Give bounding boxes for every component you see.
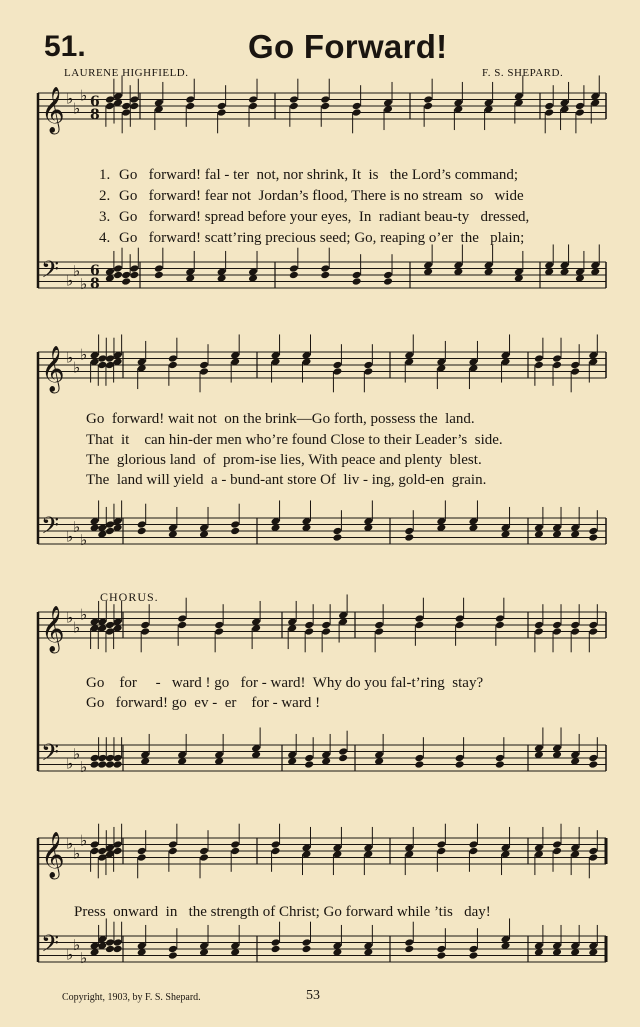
note-head — [90, 754, 100, 763]
note-head — [404, 945, 414, 954]
note-head — [168, 840, 178, 849]
note-head — [230, 527, 240, 536]
note-head — [338, 754, 348, 763]
flat-icon: ♭ — [73, 935, 81, 954]
note-head — [575, 102, 585, 111]
flat-icon: ♭ — [80, 605, 88, 624]
verse-text: Go forward! fal - ter not, nor shrink, It is the Lord’s command; — [119, 167, 519, 183]
note-head — [248, 102, 258, 111]
note-head — [414, 621, 424, 630]
treble-clef-icon: 𝄞 — [41, 345, 65, 392]
note-head — [534, 354, 544, 363]
note-head — [352, 102, 362, 111]
note-head — [588, 527, 598, 536]
note-head — [436, 951, 446, 960]
note-head — [552, 627, 562, 636]
note-head — [214, 621, 224, 630]
note-head — [436, 840, 446, 849]
note-head — [455, 621, 465, 630]
note-head — [129, 264, 139, 273]
note-head — [121, 277, 131, 286]
note-head — [271, 840, 281, 849]
note-head — [140, 621, 150, 630]
note-head — [90, 847, 100, 856]
verse-number: 2. — [99, 188, 111, 204]
note-head — [129, 102, 139, 111]
note-head — [352, 271, 362, 280]
note-head — [289, 271, 299, 280]
note-head — [137, 847, 147, 856]
note-head — [271, 847, 281, 856]
note-head — [199, 853, 209, 862]
note-head — [588, 754, 598, 763]
note-head — [534, 361, 544, 370]
note-head — [436, 945, 446, 954]
note-head — [113, 847, 123, 856]
note-head — [570, 361, 580, 370]
note-head — [414, 760, 424, 769]
note-head — [570, 367, 580, 376]
note-head — [552, 840, 562, 849]
note-head — [199, 361, 209, 370]
note-head — [304, 621, 314, 630]
flat-icon: ♭ — [80, 530, 88, 549]
note-head — [137, 527, 147, 536]
note-head — [113, 760, 123, 769]
note-head — [468, 847, 478, 856]
note-head — [168, 361, 178, 370]
note-head — [289, 264, 299, 273]
page-number: 53 — [306, 988, 320, 1003]
flat-icon: ♭ — [66, 271, 74, 290]
note-head — [214, 627, 224, 636]
note-head — [320, 264, 330, 273]
flat-icon: ♭ — [80, 757, 88, 776]
note-head — [404, 527, 414, 536]
note-head — [105, 527, 115, 536]
note-head — [302, 938, 312, 947]
note-head — [177, 614, 187, 623]
bass-clef-icon: 𝄢 — [41, 738, 60, 772]
note-head — [105, 945, 115, 954]
chorus-label: CHORUS. — [100, 590, 159, 604]
note-head — [271, 938, 281, 947]
note-head — [383, 271, 393, 280]
flat-icon: ♭ — [73, 358, 81, 377]
note-head — [455, 754, 465, 763]
note-head — [129, 95, 139, 104]
note-head — [113, 264, 123, 273]
time-signature-top: 6 — [90, 94, 100, 110]
lyricist-credit: LAURENE HIGHFIELD. — [64, 67, 189, 79]
note-head — [588, 533, 598, 542]
verse-number: 4. — [99, 230, 111, 246]
composer-credit: F. S. SHEPARD. — [482, 67, 564, 79]
hymn-title: Go Forward! — [248, 28, 448, 65]
flat-icon: ♭ — [66, 608, 74, 627]
flat-icon: ♭ — [80, 345, 88, 364]
note-head — [105, 760, 115, 769]
note-head — [552, 361, 562, 370]
verse-3-cont-line: The glorious land of prom-ise lies, With peace and plenty blest. — [86, 452, 482, 468]
note-head — [168, 951, 178, 960]
note-head — [121, 271, 131, 280]
note-head — [436, 847, 446, 856]
flat-icon: ♭ — [80, 948, 88, 967]
flat-icon: ♭ — [80, 86, 88, 105]
flat-icon: ♭ — [73, 618, 81, 637]
flat-icon: ♭ — [73, 844, 81, 863]
note-head — [363, 367, 373, 376]
verse-4-line — [84, 213, 524, 264]
note-head — [177, 621, 187, 630]
flat-icon: ♭ — [66, 89, 74, 108]
note-head — [320, 102, 330, 111]
note-head — [185, 102, 195, 111]
time-signature-bottom: 8 — [90, 276, 100, 292]
note-head — [423, 95, 433, 104]
note-head — [121, 108, 131, 117]
note-head — [332, 361, 342, 370]
note-head — [414, 614, 424, 623]
time-signature-top: 6 — [90, 263, 100, 279]
flat-icon: ♭ — [66, 834, 74, 853]
note-head — [468, 840, 478, 849]
note-head — [332, 527, 342, 536]
flat-icon: ♭ — [66, 348, 74, 367]
note-head — [230, 847, 240, 856]
note-head — [570, 621, 580, 630]
note-head — [374, 621, 384, 630]
note-head — [168, 354, 178, 363]
bass-clef-icon: 𝄢 — [41, 929, 60, 963]
treble-clef-icon: 𝄞 — [41, 86, 65, 133]
note-head — [321, 627, 331, 636]
note-head — [544, 102, 554, 111]
verse-text: Go forward! scatt’ring precious seed; Go, reaping o’er the plain; — [119, 230, 525, 246]
note-head — [217, 108, 227, 117]
flat-icon: ♭ — [80, 831, 88, 850]
note-head — [97, 760, 107, 769]
flat-icon: ♭ — [80, 274, 88, 293]
flat-icon: ♭ — [66, 945, 74, 964]
flat-icon: ♭ — [73, 744, 81, 763]
verse-number: 3. — [99, 209, 111, 225]
note-head — [534, 621, 544, 630]
flat-icon: ♭ — [73, 517, 81, 536]
verse-2-cont-line: That it can hin-der men who’re found Close to their Leader’s side. — [86, 432, 503, 448]
flat-icon: ♭ — [66, 754, 74, 773]
note-head — [230, 840, 240, 849]
note-head — [495, 760, 505, 769]
note-head — [168, 847, 178, 856]
note-head — [97, 847, 107, 856]
flat-icon: ♭ — [73, 99, 81, 118]
note-head — [289, 102, 299, 111]
note-head — [105, 938, 115, 947]
note-head — [404, 533, 414, 542]
note-head — [338, 747, 348, 756]
note-head — [320, 95, 330, 104]
note-head — [289, 95, 299, 104]
note-head — [495, 614, 505, 623]
note-head — [129, 271, 139, 280]
verse-4-cont-line: The land will yield a - bund-ant store Of liv - ing, gold-en grain. — [86, 472, 487, 488]
chorus-line-3: Press onward in the strength of Christ; Go forward while ’tis day! — [74, 904, 491, 920]
note-head — [321, 621, 331, 630]
note-head — [352, 277, 362, 286]
note-head — [154, 271, 164, 280]
treble-clef-icon: 𝄞 — [41, 831, 65, 878]
note-head — [185, 95, 195, 104]
note-head — [105, 95, 115, 104]
note-head — [304, 627, 314, 636]
note-head — [544, 108, 554, 117]
note-head — [97, 354, 107, 363]
note-head — [374, 627, 384, 636]
note-head — [423, 102, 433, 111]
verse-1-cont-line: Go forward! wait not on the brink—Go forth, possess the land. — [86, 411, 475, 427]
bass-clef-icon: 𝄢 — [41, 255, 60, 289]
note-head — [570, 627, 580, 636]
note-head — [248, 95, 258, 104]
note-head — [199, 847, 209, 856]
note-head — [304, 760, 314, 769]
note-head — [495, 754, 505, 763]
note-head — [140, 627, 150, 636]
note-head — [217, 102, 227, 111]
note-head — [271, 945, 281, 954]
note-head — [105, 621, 115, 630]
flat-icon: ♭ — [73, 261, 81, 280]
note-head — [414, 754, 424, 763]
note-head — [534, 627, 544, 636]
note-head — [588, 847, 598, 856]
note-head — [304, 754, 314, 763]
chorus-line-2: Go forward! go ev - er for - ward ! — [86, 695, 321, 711]
note-head — [404, 938, 414, 947]
note-head — [230, 520, 240, 529]
note-head — [199, 367, 209, 376]
note-head — [468, 951, 478, 960]
note-head — [588, 760, 598, 769]
hymn-number: 51. — [44, 30, 86, 63]
note-head — [168, 945, 178, 954]
note-head — [113, 271, 123, 280]
chorus-line-1: Go for - ward ! go for - ward! Why do you fal-t’ring stay? — [86, 675, 484, 691]
bass-clef-icon: 𝄢 — [41, 511, 60, 545]
verse-text: Go forward! fear not Jordan’s flood, There is no stream so wide — [119, 188, 524, 204]
note-head — [495, 621, 505, 630]
verse-number: 1. — [99, 167, 111, 183]
note-head — [137, 853, 147, 862]
note-head — [588, 627, 598, 636]
note-head — [121, 102, 131, 111]
note-head — [90, 760, 100, 769]
note-head — [552, 847, 562, 856]
note-head — [455, 614, 465, 623]
note-head — [113, 945, 123, 954]
note-head — [588, 853, 598, 862]
note-head — [552, 621, 562, 630]
note-head — [552, 354, 562, 363]
copyright-notice: Copyright, 1903, by F. S. Shepard. — [62, 992, 201, 1003]
note-head — [575, 108, 585, 117]
note-head — [302, 945, 312, 954]
flat-icon: ♭ — [66, 527, 74, 546]
note-head — [588, 621, 598, 630]
note-head — [154, 264, 164, 273]
note-head — [383, 277, 393, 286]
note-head — [90, 840, 100, 849]
note-head — [468, 945, 478, 954]
note-head — [363, 361, 373, 370]
note-head — [332, 533, 342, 542]
treble-clef-icon: 𝄞 — [41, 605, 65, 652]
note-head — [332, 367, 342, 376]
verse-text: Go forward! spread before your eyes, In radiant beau-ty dressed, — [119, 209, 530, 225]
note-head — [455, 760, 465, 769]
note-head — [105, 102, 115, 111]
note-head — [320, 271, 330, 280]
time-signature-bottom: 8 — [90, 107, 100, 123]
note-head — [352, 108, 362, 117]
note-head — [137, 520, 147, 529]
